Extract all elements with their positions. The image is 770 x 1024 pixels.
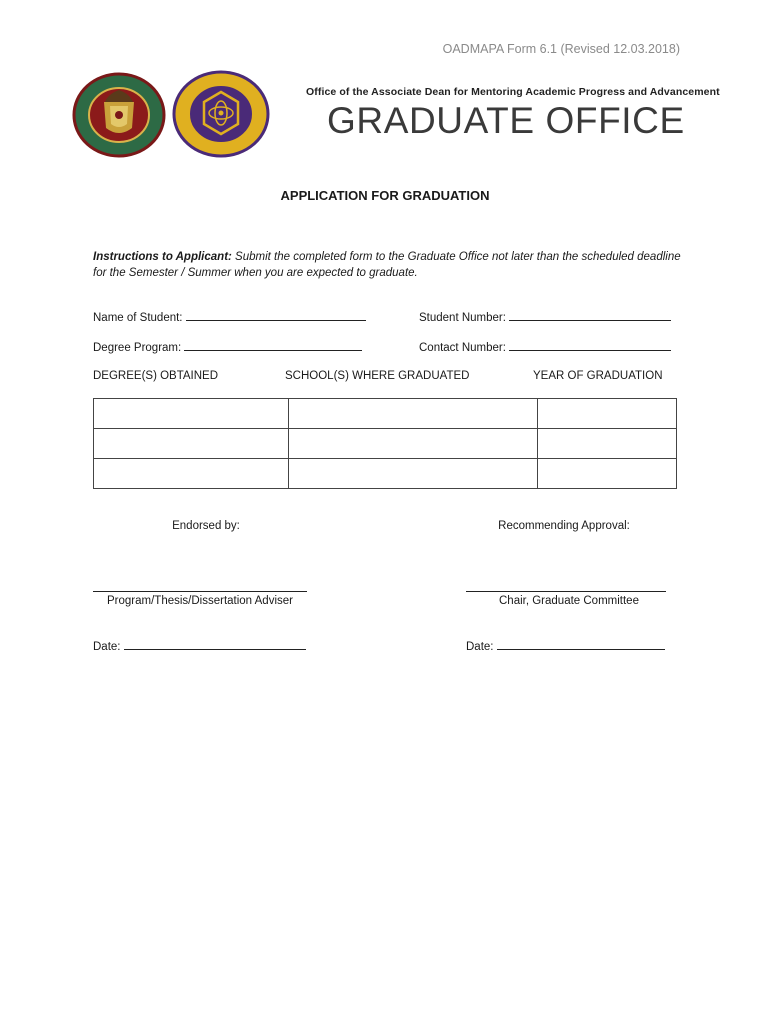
- table-row: [94, 459, 677, 489]
- instructions-text: Submit the completed form to the Graduate Office not later than the scheduled deadline for the Semester / Summer when you are expected to graduate.: [93, 251, 681, 279]
- adviser-date-label: Date:: [93, 641, 121, 653]
- table-cell-school[interactable]: [289, 459, 538, 489]
- recommending-approval-label: Recommending Approval:: [498, 520, 630, 532]
- college-of-science-logo: [172, 70, 270, 158]
- degree-program-input-line[interactable]: [184, 340, 362, 351]
- instructions: [93, 249, 683, 281]
- adviser-date-field[interactable]: [93, 639, 306, 653]
- student-number-label: Student Number:: [419, 312, 506, 324]
- degrees-table: [93, 398, 677, 489]
- table-cell-year[interactable]: [538, 459, 677, 489]
- table-cell-school[interactable]: [289, 399, 538, 429]
- name-field[interactable]: [93, 310, 366, 324]
- col-header-degrees: DEGREE(S) OBTAINED: [93, 370, 219, 382]
- degree-program-label: Degree Program:: [93, 342, 182, 354]
- table-cell-school[interactable]: [289, 429, 538, 459]
- adviser-label: Program/Thesis/Dissertation Adviser: [107, 595, 293, 607]
- contact-number-field[interactable]: [419, 340, 671, 354]
- form-number: OADMAPA Form 6.1 (Revised 12.03.2018): [442, 42, 680, 56]
- table-cell-year[interactable]: [538, 429, 677, 459]
- table-cell-degree[interactable]: [94, 459, 289, 489]
- contact-number-input-line[interactable]: [509, 340, 671, 351]
- col-header-schools: SCHOOL(S) WHERE GRADUATED: [285, 370, 470, 382]
- name-label: Name of Student:: [93, 312, 183, 324]
- student-number-input-line[interactable]: [509, 310, 671, 321]
- table-cell-year[interactable]: [538, 399, 677, 429]
- chair-label: Chair, Graduate Committee: [499, 595, 639, 607]
- student-number-field[interactable]: [419, 310, 671, 324]
- office-name: Office of the Associate Dean for Mentoring Academic Progress and Advancement: [306, 86, 720, 98]
- chair-date-field[interactable]: [466, 639, 665, 653]
- office-title: GRADUATE OFFICE: [327, 100, 685, 141]
- up-seal-logo: [72, 72, 166, 158]
- col-header-year: YEAR OF GRADUATION: [533, 370, 663, 382]
- endorsed-by-label: Endorsed by:: [172, 520, 240, 532]
- contact-number-label: Contact Number:: [419, 342, 506, 354]
- table-cell-degree[interactable]: [94, 429, 289, 459]
- adviser-signature-line[interactable]: [93, 591, 307, 592]
- chair-date-label: Date:: [466, 641, 494, 653]
- adviser-date-input-line[interactable]: [124, 639, 306, 650]
- table-row: [94, 429, 677, 459]
- chair-signature-line[interactable]: [466, 591, 666, 592]
- form-title: APPLICATION FOR GRADUATION: [280, 188, 490, 203]
- chair-date-input-line[interactable]: [497, 639, 665, 650]
- table-cell-degree[interactable]: [94, 399, 289, 429]
- table-row: [94, 399, 677, 429]
- name-input-line[interactable]: [186, 310, 366, 321]
- degree-program-field[interactable]: [93, 340, 362, 354]
- instructions-label: Instructions to Applicant:: [93, 251, 232, 263]
